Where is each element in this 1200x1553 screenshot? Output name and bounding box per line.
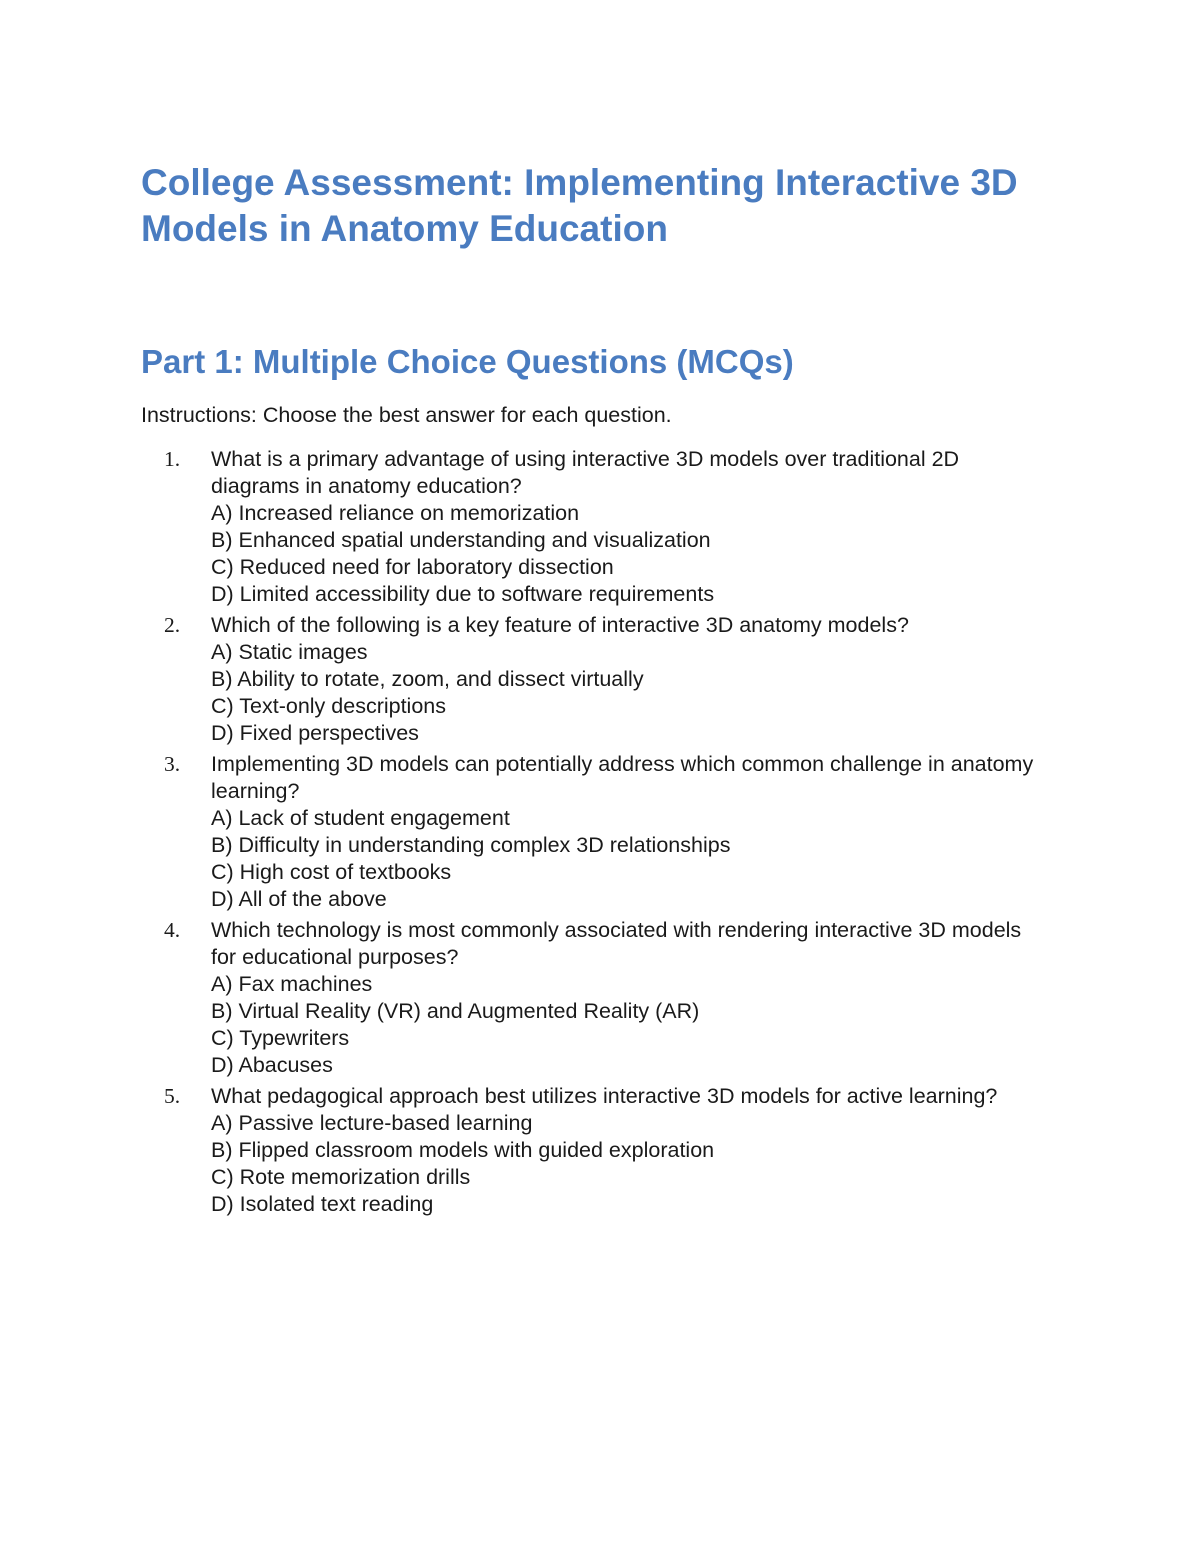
question-text: Implementing 3D models can potentially address which common challenge in anatomy learning? <box>211 752 1034 803</box>
answer-option: C) Reduced need for laboratory dissection <box>211 555 614 579</box>
answer-option: D) All of the above <box>211 887 387 911</box>
answer-option: A) Increased reliance on memorization <box>211 501 580 525</box>
question-text: What is a primary advantage of using interactive 3D models over traditional 2D diagrams in anatomy education? <box>211 447 960 498</box>
question-number: 5. <box>164 1084 181 1108</box>
answer-option: A) Fax machines <box>211 972 373 996</box>
answer-option: C) Typewriters <box>211 1026 350 1050</box>
answer-option: D) Isolated text reading <box>211 1192 434 1216</box>
question-item <box>0 612 1200 747</box>
answer-option: B) Enhanced spatial understanding and visualization <box>211 528 711 552</box>
question-body <box>211 917 1041 1079</box>
answer-option: B) Flipped classroom models with guided exploration <box>211 1138 715 1162</box>
answer-option: D) Abacuses <box>211 1053 333 1077</box>
question-text: Which technology is most commonly associated with rendering interactive 3D models for educational purposes? <box>211 918 1022 969</box>
answer-option: A) Passive lecture-based learning <box>211 1111 533 1135</box>
answer-option: A) Lack of student engagement <box>211 806 510 830</box>
question-item <box>0 917 1200 1079</box>
answer-option: C) Rote memorization drills <box>211 1165 471 1189</box>
answer-option: B) Ability to rotate, zoom, and dissect virtually <box>211 667 644 691</box>
answer-option: C) Text-only descriptions <box>211 694 446 718</box>
question-text: What pedagogical approach best utilizes interactive 3D models for active learning? <box>211 1084 998 1108</box>
instructions-text: Instructions: Choose the best answer for each question. <box>141 403 672 427</box>
question-body <box>211 612 1041 747</box>
question-number: 2. <box>164 613 181 637</box>
question-item <box>0 1083 1200 1218</box>
question-number: 4. <box>164 918 181 942</box>
question-body <box>211 1083 1041 1218</box>
question-body <box>211 751 1041 913</box>
question-body <box>211 446 1041 608</box>
question-item <box>0 446 1200 608</box>
answer-option: D) Limited accessibility due to software requirements <box>211 582 715 606</box>
question-item <box>0 751 1200 913</box>
answer-option: B) Difficulty in understanding complex 3D relationships <box>211 833 731 857</box>
answer-option: A) Static images <box>211 640 368 664</box>
question-number: 3. <box>164 752 181 776</box>
question-list <box>0 446 1200 1222</box>
part-1-heading: Part 1: Multiple Choice Questions (MCQs) <box>141 343 794 380</box>
answer-option: B) Virtual Reality (VR) and Augmented Reality (AR) <box>211 999 700 1023</box>
document-title: College Assessment: Implementing Interactive 3D Models in Anatomy Education <box>141 162 1018 249</box>
answer-option: C) High cost of textbooks <box>211 860 452 884</box>
answer-option: D) Fixed perspectives <box>211 721 419 745</box>
question-number: 1. <box>164 447 181 471</box>
question-text: Which of the following is a key feature of interactive 3D anatomy models? <box>211 613 909 637</box>
